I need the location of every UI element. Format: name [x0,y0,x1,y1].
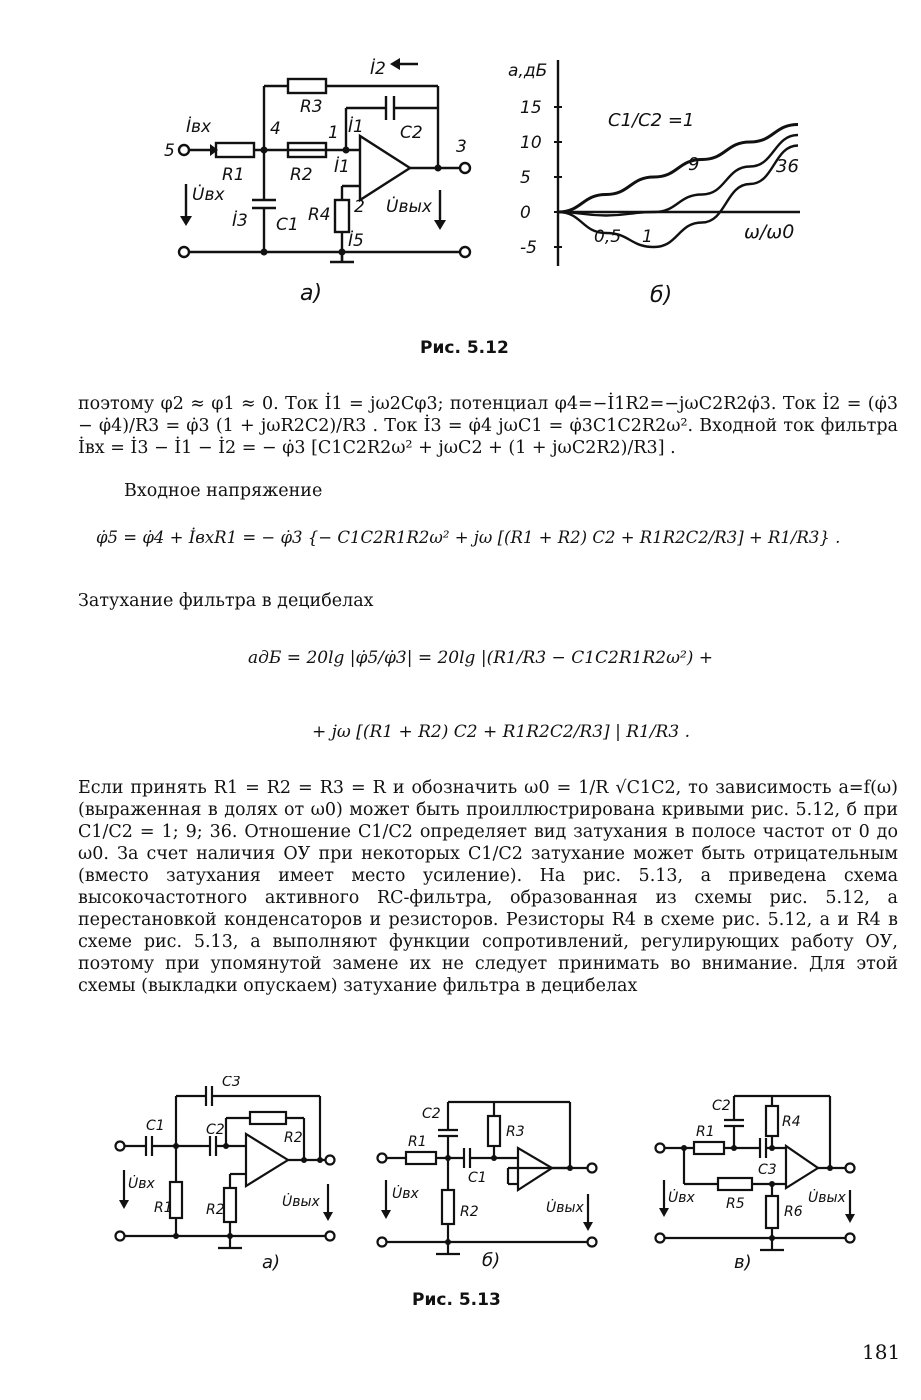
attenuation-chart [490,40,830,310]
x-axis-label: ω/ω0 [744,221,795,243]
y-tick-label: -5 [520,238,537,258]
label-r6: R6 [784,1204,803,1220]
label-r5: R5 [726,1196,745,1212]
panel-label-a: а) [262,1252,281,1273]
label-u-in: U̇вх [392,1186,419,1202]
node-label-4: 4 [270,119,281,139]
y-tick-label: 0 [520,203,531,223]
label-current-in: İвх [186,117,212,137]
label-u-in: U̇вх [128,1176,155,1192]
label-u-in: U̇вх [192,185,225,205]
x-tick-label: 0,5 [594,227,622,247]
curve-series-2 [558,135,798,216]
curve-label-9: 9 [688,154,700,175]
label-current-i3: İ3 [232,211,248,231]
label-c1: C1 [276,215,299,235]
label-current-i1-top: İ1 [348,117,364,137]
formula-attenuation-line2: + jω [(R1 + R2) C2 + R1R2C2/R3] | R1/R3 . [312,722,690,742]
label-r1: R1 [408,1134,427,1150]
label-c2: C2 [422,1106,441,1122]
label-current-i5: İ5 [348,231,364,251]
formula-attenuation-line1: aдБ = 20lg |φ̇5/φ̇3| = 20lg |(R1/R3 − C1C2R1R2ω²) + [248,648,714,668]
label-r4: R4 [308,205,331,225]
label-r2-top: R2 [284,1130,303,1146]
label-r1: R1 [222,165,245,185]
circuit-diagram-5-13a [110,1076,350,1276]
label-c1: C1 [146,1118,165,1134]
panel-label-b: б) [650,283,673,308]
label-u-out: U̇вых [386,197,432,217]
circuit-diagram-5-12a [150,40,490,310]
paragraph-currents: поэтому φ2 ≈ φ1 ≈ 0. Ток İ1 = jω2Cφ3; потенциал φ4=−İ1R2=−jωC2R2φ̇3. Ток İ2 = (φ̇3 − φ̇4)/R3 = φ̇3 (1 + jωR2C2)/R3 . Ток İ3 = φ̇4 jωC1 = φ̇3C1C2R2ω². Входной ток фильтра İвх = İ3 − İ1 − İ2 = − φ̇3 [C1C2R2ω² + jωC2 + (1 + jωC2R2)/R3] . [78,394,898,458]
label-r1: R1 [696,1124,715,1140]
label-u-in: U̇вх [668,1190,695,1206]
node-label-3: 3 [456,137,467,157]
y-tick-label: 5 [520,168,531,188]
label-r2: R2 [206,1202,225,1218]
label-c1: C1 [468,1170,487,1186]
label-c2: C2 [400,123,423,143]
circuit-diagram-5-13c [650,1084,890,1276]
label-c2: C2 [712,1098,731,1114]
curve-series-1 [558,125,798,213]
label-r4: R4 [782,1114,801,1130]
x-tick-label: 1 [642,227,653,247]
paragraph-input-voltage: Входное напряжение [124,481,323,501]
curve-label-1: C1/C2 =1 [608,110,695,131]
label-r1: R1 [154,1200,173,1216]
node-label-2: 2 [354,197,365,217]
label-r2: R2 [290,165,313,185]
label-u-out: U̇вых [546,1200,584,1216]
label-u-out: U̇вых [808,1190,846,1206]
label-c3: C3 [758,1162,777,1178]
y-tick-label: 15 [520,98,542,118]
panel-label-a: а) [300,281,323,306]
label-c3: C3 [222,1076,241,1090]
curve-label-36: 36 [776,156,799,177]
label-r3: R3 [506,1124,525,1140]
node-label-5: 5 [164,141,175,161]
label-u-out: U̇вых [282,1194,320,1210]
figure-caption-5-13: Рис. 5.13 [412,1290,501,1310]
label-current-i1: İ1 [334,157,350,177]
label-c2: C2 [206,1122,225,1138]
node-label-1: 1 [328,123,339,143]
y-axis-label: a,дБ [508,61,548,81]
panel-label-b: б) [482,1250,501,1271]
y-tick-label: 10 [520,133,542,153]
label-r3: R3 [300,97,323,117]
label-current-i2: İ2 [370,59,386,79]
figure-caption-5-12: Рис. 5.12 [420,338,509,358]
formula-phi5: φ̇5 = φ̇4 + İвхR1 = − φ̇3 {− C1C2R1R2ω² + jω [(R1 + R2) C2 + R1R2C2/R3] + R1/R3} . [96,528,841,547]
paragraph-main: Если принять R1 = R2 = R3 = R и обозначить ω0 = 1/R √C1C2, то зависимость a=f(ω) (выраженная в долях от ω0) может быть проиллюстрирована кривыми рис. 5.12, б при C1/C2 = 1; 9; 36. Отношение C1/C2 определяет вид затухания в полосе частот от 0 до ω0. За счет наличия ОУ при некоторых C1/C2 затухание может быть отрицательным (вместо затухания имеет место усиление). На рис. 5.13, а приведена схема высокочастотного активного RC-фильтра, образованная из схемы рис. 5.12, а перестановкой конденсаторов и резисторов. Резисторы R4 в схеме рис. 5.12, а и R4 в схеме рис. 5.13, а выполняют функции сопротивлений, регулирующих работу ОУ, поэтому при упомянутой замене их не следует принимать во внимание. Для этой схемы (выкладки опускаем) затухание фильтра в децибелах [78,778,898,996]
circuit-diagram-5-13b [372,1090,612,1276]
paragraph-attenuation: Затухание фильтра в децибелах [78,591,374,611]
page-number: 181 [862,1340,901,1364]
label-r2: R2 [460,1204,479,1220]
panel-label-c: в) [734,1252,752,1273]
